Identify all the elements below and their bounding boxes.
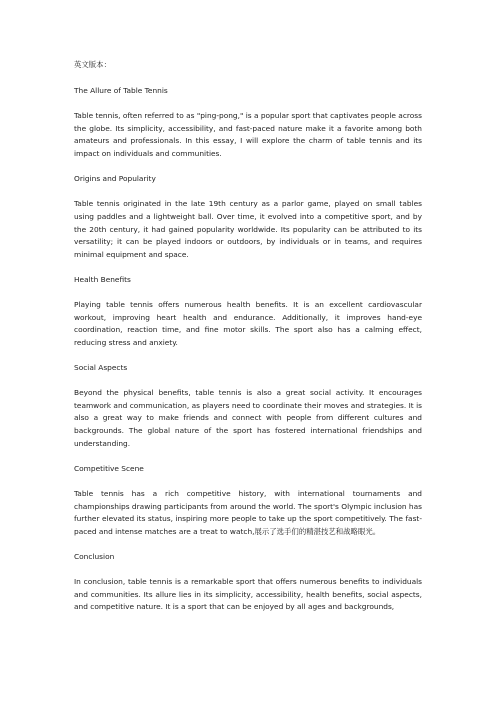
section-heading-conclusion: Conclusion [74, 551, 115, 561]
section-heading-origins: Origins and Popularity [74, 174, 156, 184]
document-title: The Allure of Table Tennis [74, 85, 168, 95]
section-body-social: Beyond the physical benefits, table tennis is also a great social activity. It encourages teamwork and communication, as players need to coordinate their moves and strategies. It is also a great way to make friends and connect with people from different cultures and backgrounds. The global nature of the sport has fostered international friendships and understanding. [74, 388, 422, 448]
section-body-health: Playing table tennis offers numerous health benefits. It is an excellent cardiovascular workout, improving heart health and endurance. Additionally, it improves hand-eye coordination, reaction time, and fine motor skills. The sport also has a calming effect, reducing stress and anxiety. [74, 300, 422, 347]
intro-paragraph: Table tennis, often referred to as "ping-pong," is a popular sport that captivates people across the globe. Its simplicity, accessibility, and fast-paced nature make it a favorite among both amateurs and professionals. In this essay, I will explore the charm of table tennis and its impact on individuals and communities. [74, 111, 422, 158]
section-heading-competitive: Competitive Scene [74, 463, 144, 473]
section-heading-social: Social Aspects [74, 363, 128, 373]
section-body-competitive: Table tennis has a rich competitive history, with international tournaments and championships drawing participants from around the world. The sport's Olympic inclusion has further elevated its status, inspiring more people to take up the sport competitively. The fast-paced and intense matches are a treat to watch,展示了选手们的精湛技艺和战略眼光。 [74, 489, 422, 536]
section-body-origins: Table tennis originated in the late 19th century as a parlor game, played on small tables using paddles and a lightweight ball. Over time, it evolved into a competitive sport, and by the 20th century, it had gained popularity worldwide. Its popularity can be attributed to its versatility; it can be played indoors or outdoors, by individuals or in teams, and requires minimal equipment and space. [74, 199, 422, 259]
section-body-conclusion: In conclusion, table tennis is a remarkable sport that offers numerous benefits to individuals and communities. Its allure lies in its simplicity, accessibility, health benefits, social aspects, and competitive nature. It is a sport that can be enjoyed by all ages and backgrounds, [74, 577, 422, 612]
version-label: 英文版本： [74, 60, 111, 69]
section-heading-health: Health Benefits [74, 274, 131, 284]
document-page [74, 59, 422, 614]
